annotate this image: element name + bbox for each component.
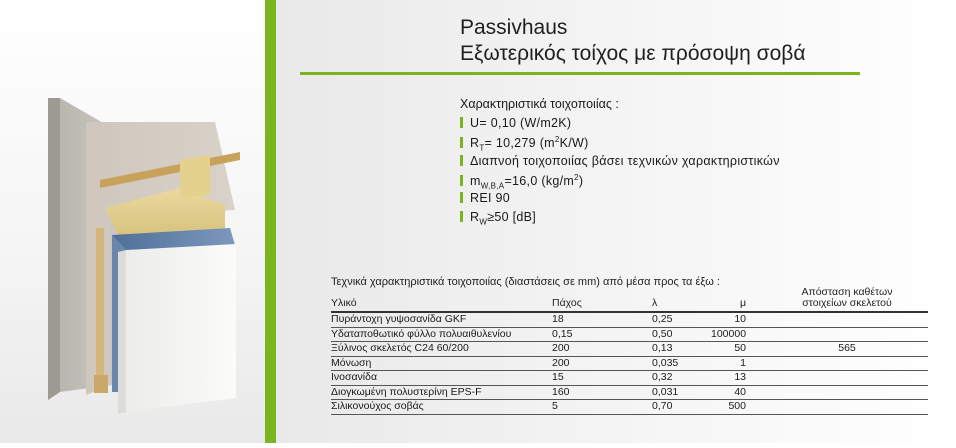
table-row: Ινοσανίδα 15 0,32 13 xyxy=(331,371,928,386)
gypsum-board-layer xyxy=(48,98,60,400)
column-header-stud-spacing: Απόσταση καθέτων στοιχείων σκελετού xyxy=(801,286,893,309)
table-row: Πυράντοχη γυψοσανίδα GKF 18 0,25 10 xyxy=(331,313,928,328)
property-fire-rating: REI 90 xyxy=(460,191,510,205)
property-rt-value: $R_T= 10,279$ $(m^2K/W)$ xyxy=(460,135,589,153)
bullet-mark xyxy=(460,117,463,128)
property-mass: $m_{W,B,A}=16,0$ $(kg/m^2)$ xyxy=(460,173,583,191)
table-row: Σιλικονούχος σοβάς 5 0,70 500 xyxy=(331,400,928,415)
column-header-thickness: Πάχος xyxy=(552,297,582,309)
page-title: Passivhaus xyxy=(460,16,568,39)
property-sound-insulation: $R_W\ge 50$ [dB] xyxy=(460,210,536,227)
table-row: Ξύλινος σκελετός C24 60/200 200 0,13 50 565 xyxy=(331,342,928,357)
bullet-mark xyxy=(460,211,463,222)
page-subtitle: Εξωτερικός τοίχος με πρόσοψη σοβά xyxy=(460,42,806,65)
property-u-value: U= 0,10 (W/m2K) xyxy=(460,116,571,130)
table-heading: Τεχνικά χαρακτηριστικά τοιχοποιίας (διαστάσεις σε mm) από μέσα προς τα έξω : xyxy=(331,276,720,288)
property-breathability: Διαπνοή τοιχοποιίας βάσει τεχνικών χαρακτηριστικών xyxy=(460,154,780,168)
table-row: Διογκωμένη πολυστερίνη EPS-F 160 0,031 40 xyxy=(331,386,928,401)
bullet-mark xyxy=(460,192,463,203)
table-row: Υδαταποθωτικό φύλλο πολυαιθυλενίου 0,15 0,50 100000 xyxy=(331,328,928,343)
render-layer xyxy=(126,244,236,412)
column-header-lambda: λ xyxy=(652,297,658,309)
column-header-material: Υλικό xyxy=(331,297,357,309)
layers-table xyxy=(331,311,928,415)
bullet-mark xyxy=(460,155,463,166)
title-underline xyxy=(300,72,860,75)
properties-heading: Χαρακτηριστικά τοιχοποιίας : xyxy=(460,97,619,111)
wall-section-illustration xyxy=(0,0,265,443)
bullet-mark xyxy=(460,137,463,148)
wall-illustration-panel xyxy=(0,0,265,443)
bullet-mark xyxy=(460,175,463,186)
table-row: Μόνωση 200 0,035 1 xyxy=(331,357,928,372)
accent-bar xyxy=(265,0,276,443)
column-header-mu: μ xyxy=(740,297,747,309)
